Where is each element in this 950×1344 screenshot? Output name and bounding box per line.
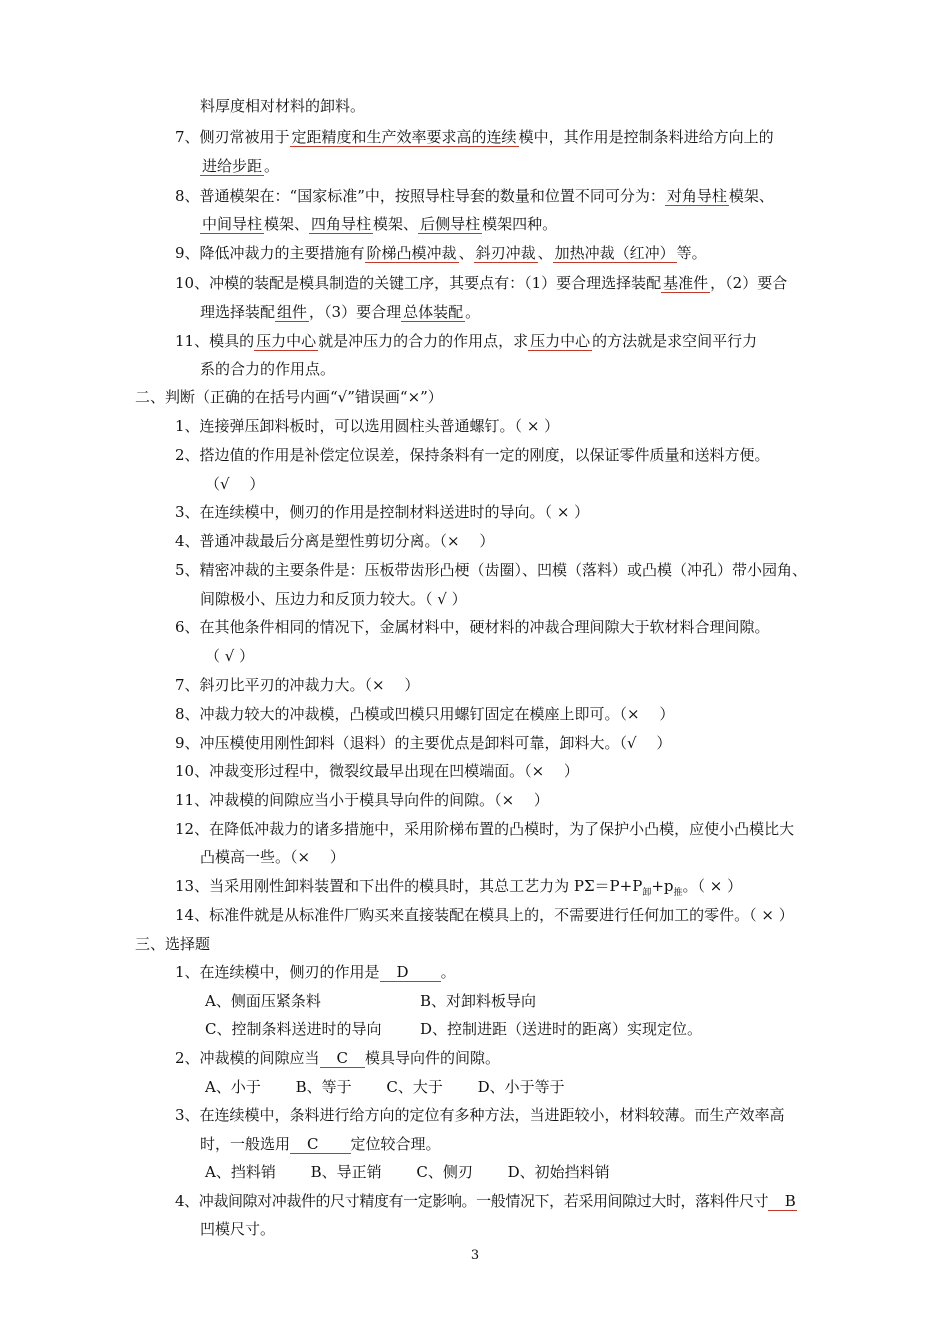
question-text: 13、当采用刚性卸料装置和下出件的模具时，其总工艺力为 PΣ＝P+P xyxy=(175,877,643,895)
question-text: 的方法就是求空间平行力 xyxy=(592,332,758,350)
judge-item: 1、连接弹压卸料板时，可以选用圆柱头普通螺钉。（ × ） xyxy=(175,417,560,435)
answer-blank: B xyxy=(770,1192,796,1210)
question-text: 10、冲模的装配是模具制造的关键工序，其要点有：（1）要合理选择装配 xyxy=(175,274,662,292)
question-text: 4、冲裁间隙对冲裁件的尺寸精度有一定影响。一般情况下，若采用间隙过大时，落料件尺寸 xyxy=(175,1192,769,1210)
question-text: 9、降低冲裁力的主要措施有 xyxy=(175,244,365,262)
question-8 xyxy=(175,186,774,206)
question-text: 。（ × ） xyxy=(682,877,743,895)
question-11-cont: 系的合力的作用点。 xyxy=(200,360,336,378)
judge-item: 11、冲裁模的间隙应当小于模具导向件的间隙。（× ） xyxy=(175,791,549,809)
judge-item: 8、冲裁力较大的冲裁模，凸模或凹模只用螺钉固定在模座上即可。（× ） xyxy=(175,705,675,723)
choice-3: 3、在连续模中，条料进行给方向的定位有多种方法，当进距较小，材料较薄。而生产效率高 xyxy=(175,1106,785,1124)
question-text: 模架、 xyxy=(373,215,419,233)
judge-item: （√ ） xyxy=(205,475,265,493)
section-heading-choice: 三、选择题 xyxy=(135,935,211,953)
question-text: 、 xyxy=(458,244,474,262)
question-text: 。 xyxy=(440,963,456,981)
answer-blank: 阶梯凸模冲裁 xyxy=(366,244,457,262)
choice-option: B、对卸料板导向 xyxy=(420,992,537,1010)
question-7-cont xyxy=(200,156,279,176)
subscript: 推 xyxy=(673,888,683,898)
question-text: ，（3）要合理 xyxy=(309,303,402,321)
question-text: 模架四种。 xyxy=(482,215,558,233)
question-text: 就是冲压力的合力的作用点，求 xyxy=(318,332,529,350)
judge-item: 间隙极小、压边力和反顶力较大。（ √ ） xyxy=(200,590,467,608)
question-text: 8、普通模架在：“国家标准”中，按照导柱导套的数量和位置不同可分为： xyxy=(175,187,665,205)
question-9 xyxy=(175,243,707,263)
question-text: 模中，其作用是控制条料进给方向上的 xyxy=(518,128,774,146)
choice-options: A、小于 B、等于 C、大于 D、小于等于 xyxy=(205,1078,565,1096)
judge-item: 12、在降低冲裁力的诸多措施中，采用阶梯布置的凸模时，为了保护小凸模，应使小凸模比大 xyxy=(175,820,795,838)
judge-item: 9、冲压模使用刚性卸料（退料）的主要优点是卸料可靠，卸料大。（√ ） xyxy=(175,734,672,752)
answer-blank: 基准件 xyxy=(663,274,709,292)
choice-option: A、侧面压紧条料 xyxy=(205,992,321,1010)
question-8-cont xyxy=(200,214,557,234)
answer-blank: 对角导柱 xyxy=(666,187,727,205)
question-10 xyxy=(175,273,787,293)
judge-item: 4、普通冲裁最后分离是塑性剪切分离。（× ） xyxy=(175,532,495,550)
judge-item: 3、在连续模中，侧刃的作用是控制材料送进时的导向。（ × ） xyxy=(175,503,590,521)
answer-blank: 组件 xyxy=(277,303,308,321)
question-text: 模架、 xyxy=(728,187,774,205)
question-10-cont xyxy=(200,302,480,322)
judge-item-13 xyxy=(175,876,742,903)
question-text: 1、在连续模中，侧刃的作用是 xyxy=(175,963,380,981)
judge-item: 6、在其他条件相同的情况下，金属材料中，硬材料的冲裁合理间隙大于软材料合理间隙。 xyxy=(175,618,770,636)
answer-blank: 斜刃冲裁 xyxy=(475,244,536,262)
judge-item: 7、斜刃比平刃的冲裁力大。（× ） xyxy=(175,676,420,694)
section-heading-judge: 二、判断（正确的在括号内画“√”错误画“×”） xyxy=(135,388,443,406)
choice-options: A、挡料销 B、导正销 C、侧刃 D、初始挡料销 xyxy=(205,1163,610,1181)
answer-blank: C xyxy=(321,1049,364,1067)
answer-blank: D xyxy=(381,963,439,981)
choice-2 xyxy=(175,1048,500,1068)
question-text: 时，一般选用 xyxy=(200,1135,291,1153)
judge-item: 凸模高一些。（× ） xyxy=(200,848,345,866)
question-text: 。 xyxy=(465,303,481,321)
page-number: 3 xyxy=(470,1248,480,1263)
text-line: 料厚度相对材料的卸料。 xyxy=(200,97,366,115)
question-text: 定位较合理。 xyxy=(350,1135,441,1153)
question-text: 模具导向件的间隙。 xyxy=(365,1049,501,1067)
question-11 xyxy=(175,331,757,351)
judge-item: （ √ ） xyxy=(205,647,255,665)
question-text: ，（2）要合 xyxy=(710,274,788,292)
answer-blank: 总体装配 xyxy=(403,303,464,321)
answer-blank: 四角导柱 xyxy=(311,215,372,233)
question-text: +p xyxy=(651,877,674,895)
question-text: 模架、 xyxy=(264,215,310,233)
judge-item: 5、精密冲裁的主要条件是：压板带齿形凸梗（齿圈）、凹模（落料）或凸模（冲孔）带小园角、 xyxy=(175,561,808,579)
subscript: 卸 xyxy=(642,888,652,898)
question-text: 7、侧刃常被用于 xyxy=(175,128,290,146)
answer-blank: 压力中心 xyxy=(256,332,317,350)
judge-item: 10、冲裁变形过程中，微裂纹最早出现在凹模端面。（× ） xyxy=(175,762,579,780)
answer-blank: 后侧导柱 xyxy=(420,215,481,233)
answer-blank: C xyxy=(292,1135,349,1153)
question-text: 、 xyxy=(537,244,553,262)
choice-1 xyxy=(175,962,456,982)
question-text: 。 xyxy=(264,157,280,175)
answer-blank: 压力中心 xyxy=(530,332,591,350)
answer-blank: 加热冲裁（红冲） xyxy=(554,244,675,262)
choice-option: D、控制进距（送进时的距离）实现定位。 xyxy=(420,1020,703,1038)
answer-blank: 中间导柱 xyxy=(202,215,263,233)
question-text: 11、模具的 xyxy=(175,332,255,350)
question-7 xyxy=(175,127,774,147)
judge-item: 14、标准件就是从标准件厂购买来直接装配在模具上的，不需要进行任何加工的零件。（ × ） xyxy=(175,906,794,924)
choice-4-cont: 凹模尺寸。 xyxy=(200,1220,276,1238)
judge-item: 2、搭边值的作用是补偿定位误差，保持条料有一定的刚度，以保证零件质量和送料方便。 xyxy=(175,446,770,464)
answer-blank: 进给步距 xyxy=(202,157,263,175)
answer-blank: 定距精度和生产效率要求高的连续 xyxy=(291,128,517,146)
question-text: 等。 xyxy=(676,244,707,262)
choice-option: C、控制条料送进时的导向 xyxy=(205,1020,382,1038)
choice-4 xyxy=(175,1191,797,1211)
choice-3-cont xyxy=(200,1134,441,1154)
question-text: 理选择装配 xyxy=(200,303,276,321)
question-text: 2、冲裁模的间隙应当 xyxy=(175,1049,320,1067)
